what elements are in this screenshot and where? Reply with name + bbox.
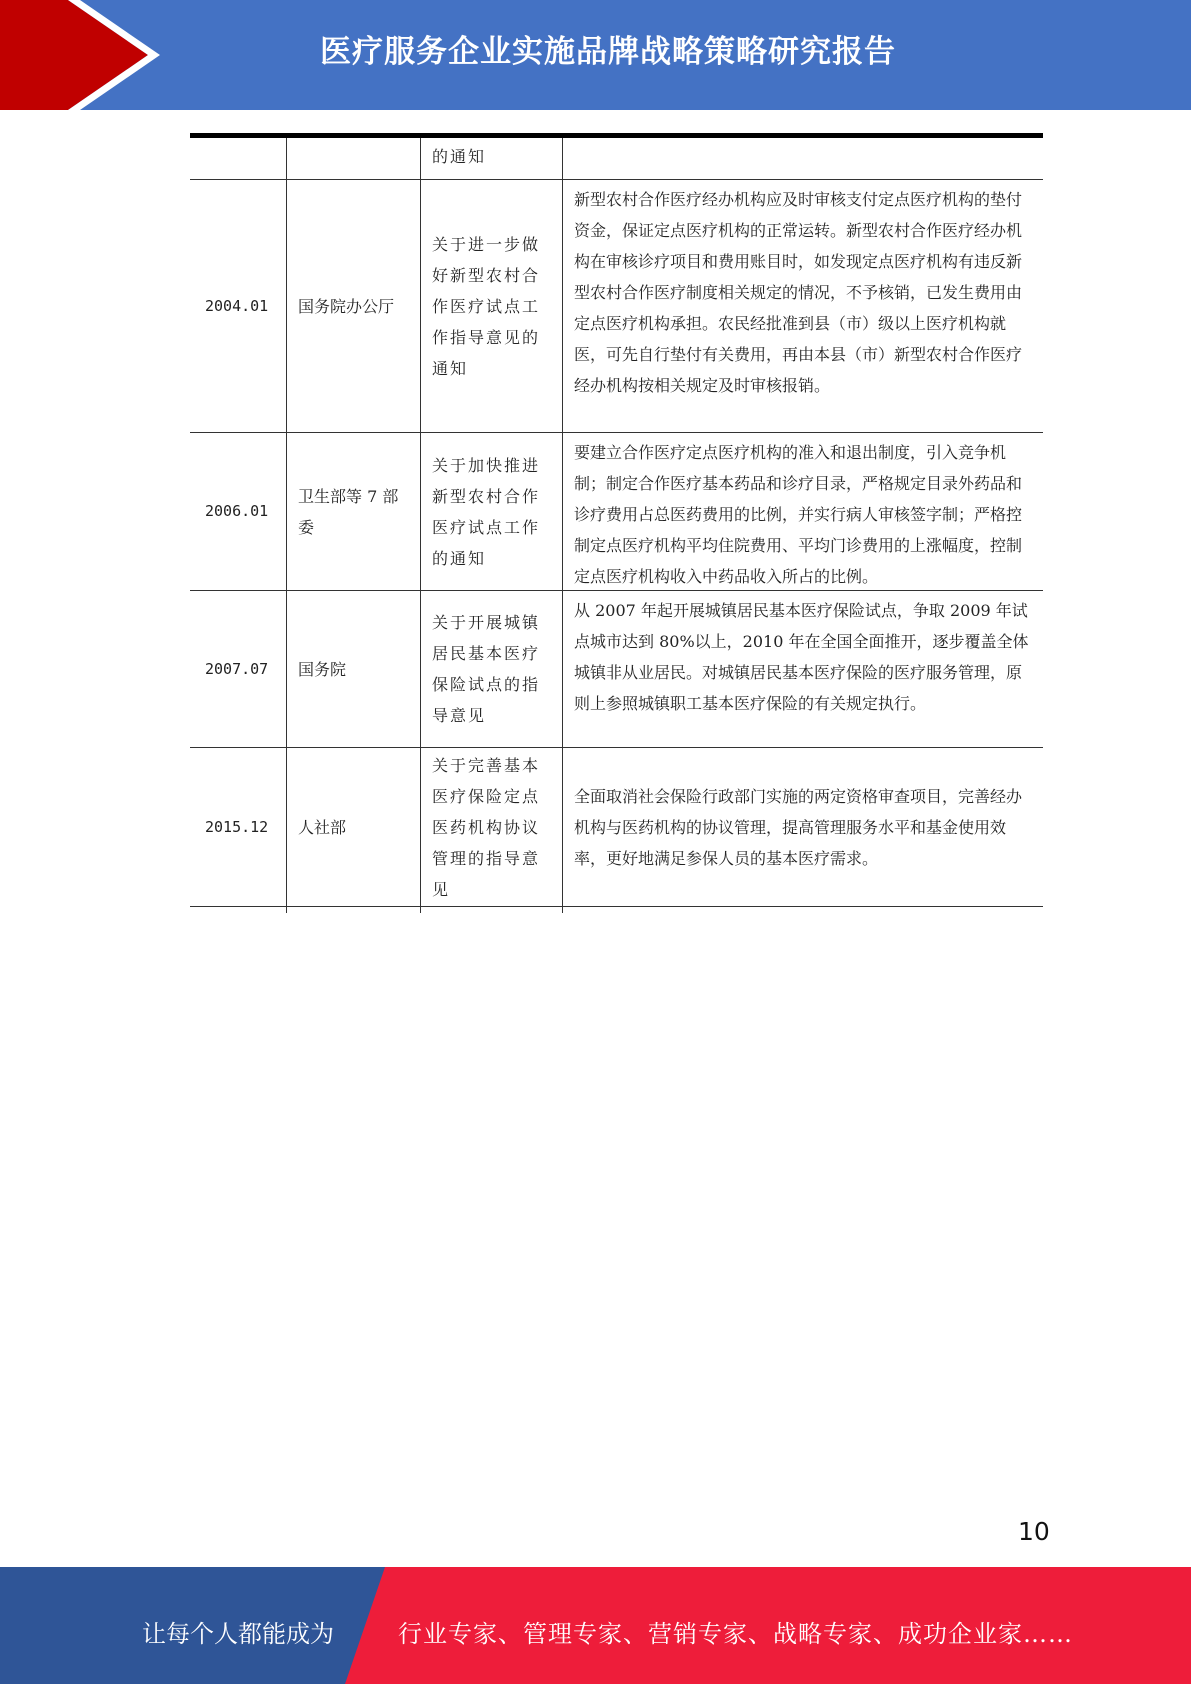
cell-policy-name-text: 关于加快推进新型农村合作医疗试点工作的通知 — [432, 455, 541, 568]
cell-date — [190, 138, 286, 179]
footer-slogan-right: 行业专家、管理专家、营销专家、战略专家、成功企业家…… — [398, 1620, 1073, 1648]
cell-content-text: 全面取消社会保险行政部门实施的两定资格审查项目，完善经办机构与医药机构的协议管理，提高管理服务水平和基金使用效率，更好地满足参保人员的基本医疗需求。 — [574, 786, 1023, 868]
header-band — [0, 0, 1191, 110]
cell-org — [286, 138, 420, 179]
tail-divider — [286, 907, 420, 913]
cell-date: 2006.01 — [205, 502, 269, 520]
cell-org: 国务院办公厅 — [286, 180, 420, 432]
cell-policy-name — [420, 433, 562, 590]
table-row — [190, 591, 1043, 748]
header-arrow-decoration — [0, 0, 160, 110]
table-tail — [190, 907, 1043, 913]
table-row — [190, 433, 1043, 591]
table-row-continued — [190, 138, 1043, 180]
cell-policy-name-text: 关于进一步做好新型农村合作医疗试点工作指导意见的通知 — [432, 234, 541, 378]
cell-date: 2004.01 — [205, 296, 269, 315]
cell-policy-name-text: 关于完善基本医疗保险定点医药机构协议管理的指导意见 — [432, 755, 541, 899]
cell-date: 2007.07 — [205, 659, 269, 678]
cell-org: 国务院 — [286, 591, 420, 747]
policy-table — [190, 133, 1043, 913]
cell-content — [562, 748, 1043, 906]
cell-content: 从 2007 年起开展城镇居民基本医疗保险试点，争取 2009 年试点城市达到 80%以上，2010 年在全国全面推开，逐步覆盖全体城镇非从业居民。对城镇居民基本医疗保险的医疗服务管理，原则上参照城镇职工基本医疗保险的有关规定执行。 — [562, 591, 1043, 747]
document-title: 医疗服务企业实施品牌战略策略研究报告 — [320, 34, 896, 70]
tail-divider — [562, 907, 1043, 913]
cell-policy-name — [420, 180, 562, 432]
cell-content — [562, 138, 1043, 179]
cell-content: 新型农村合作医疗经办机构应及时审核支付定点医疗机构的垫付资金，保证定点医疗机构的正常运转。新型农村合作医疗经办机构在审核诊疗项目和费用账目时，如发现定点医疗机构有违反新型农村合作医疗制度相关规定的情况，不予核销，已发生费用由定点医疗机构承担。农民经批准到县（市）级以上医疗机构就医，可先自行垫付有关费用，再由本县（市）新型农村合作医疗经办机构按相关规定及时审核报销。 — [562, 180, 1043, 432]
cell-policy-name — [420, 591, 562, 747]
cell-policy-name — [420, 748, 562, 906]
footer-slogan-left: 让每个人都能成为 — [142, 1620, 334, 1648]
cell-org: 卫生部等 7 部委 — [286, 433, 420, 590]
tail-divider — [420, 907, 562, 913]
table-row — [190, 180, 1043, 433]
cell-date: 2015.12 — [205, 817, 269, 836]
cell-org: 人社部 — [286, 748, 420, 906]
cell-policy-name-text: 关于开展城镇居民基本医疗保险试点的指导意见 — [432, 613, 541, 725]
footer-band — [0, 1567, 1191, 1684]
table-row — [190, 748, 1043, 907]
cell-content: 要建立合作医疗定点医疗机构的准入和退出制度，引入竞争机制；制定合作医疗基本药品和诊疗目录，严格规定目录外药品和诊疗费用占总医药费用的比例，并实行病人审核签字制；严格控制定点医疗机构平均住院费用、平均门诊费用的上涨幅度，控制定点医疗机构收入中药品收入所占的比例。 — [562, 433, 1043, 590]
cell-policy-name: 的通知 — [420, 138, 562, 179]
page-number: 10 — [1018, 1517, 1050, 1546]
